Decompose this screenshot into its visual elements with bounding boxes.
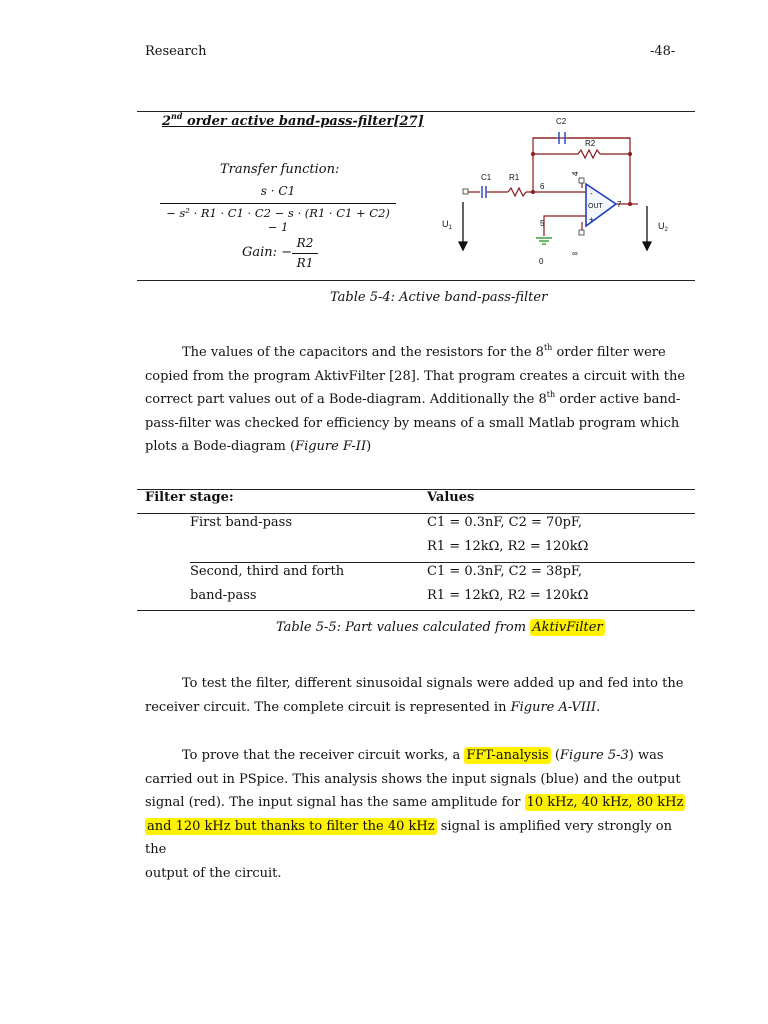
transfer-numerator: s · C1	[260, 184, 296, 198]
table-bottom-rule	[137, 280, 695, 281]
label-r2: R2	[585, 139, 596, 148]
row2-stage-line1: Second, third and forth	[190, 564, 345, 579]
gain-label: Gain: −	[242, 245, 293, 260]
table-top-rule	[137, 111, 695, 112]
paragraph-fft-analysis: To prove that the receiver circuit works, a FFT-analysis (Figure 5-3) was carried out in PSpice. This analysis shows the input signals (blue) and the output signal (red). The input signal has the same amplitude for 10 kHz, 40 kHz, 80 kHz and 120 kHz but thanks to filter the 40 kHz signal is amplified very strongly on the output of the circuit.	[145, 748, 684, 881]
label-c2: C2	[556, 117, 567, 126]
paragraph-test-filter: To test the filter, different sinusoidal signals were added up and fed into the receiver circuit. The complete circuit is represented in Figure A-VIII.	[145, 676, 684, 715]
row2-values-capacitors: C1 = 0.3nF, C2 = 38pF,	[427, 564, 583, 579]
table-5-4-caption: Table 5-4: Active band-pass-filter	[330, 290, 548, 305]
label-pin5: 5	[540, 219, 545, 228]
label-pin7: 7	[617, 200, 622, 209]
values-table-header-rule	[137, 513, 695, 514]
page-number: -48-	[650, 44, 676, 59]
table-5-5-caption: Table 5-5: Part values calculated from AktivFilter	[276, 620, 603, 635]
row1-values-resistors: R1 = 12kΩ, R2 = 120kΩ	[427, 539, 589, 554]
transfer-denominator: − s² · R1 · C1 · C2 − s · (R1 · C1 + C2) − 1	[166, 206, 390, 234]
label-pin6: 6	[540, 182, 545, 191]
col-header-filter-stage: Filter stage:	[145, 490, 234, 505]
label-out: OUT	[588, 203, 603, 210]
paragraph-part-values: The values of the capacitors and the resistors for the 8th order filter were copied from the program AktivFilter [28]. That program creates a circuit with the correct part values out of a Bode-diagram. Additionally the 8th order active band- pass-filter was checked for efficiency by means of a small Matlab program which plots a Bode-diagram (Figure F-II)	[145, 342, 686, 455]
label-u2: $U_2$	[658, 221, 668, 233]
bandpass-circuit-schematic	[438, 114, 678, 272]
gain-numerator: R2	[296, 236, 314, 250]
label-c1: C1	[481, 173, 492, 182]
row1-stage: First band-pass	[190, 515, 292, 530]
label-r1: R1	[509, 173, 520, 182]
transfer-function-label: Transfer function:	[220, 162, 340, 177]
row2-stage-line2: band-pass	[190, 588, 257, 603]
label-u1: $U_1$	[442, 219, 452, 231]
values-table-row-rule	[190, 562, 695, 563]
filter-title: 2nd order active band-pass-filter[27]	[162, 110, 424, 129]
gain-fraction-bar	[292, 253, 318, 254]
label-ground: 0	[539, 257, 544, 266]
row1-values-capacitors: C1 = 0.3nF, C2 = 70pF,	[427, 515, 583, 530]
label-pin4: 4	[571, 171, 580, 176]
label-infinity: ∞	[572, 249, 578, 258]
values-table-bottom-rule	[137, 610, 695, 611]
fraction-bar	[160, 203, 396, 204]
row2-values-resistors: R1 = 12kΩ, R2 = 120kΩ	[427, 588, 589, 603]
label-minus: -	[590, 189, 593, 198]
gain-denominator: R1	[296, 256, 314, 270]
col-header-values: Values	[427, 490, 475, 505]
running-header: Research	[145, 44, 207, 59]
label-plus: +	[589, 215, 594, 224]
